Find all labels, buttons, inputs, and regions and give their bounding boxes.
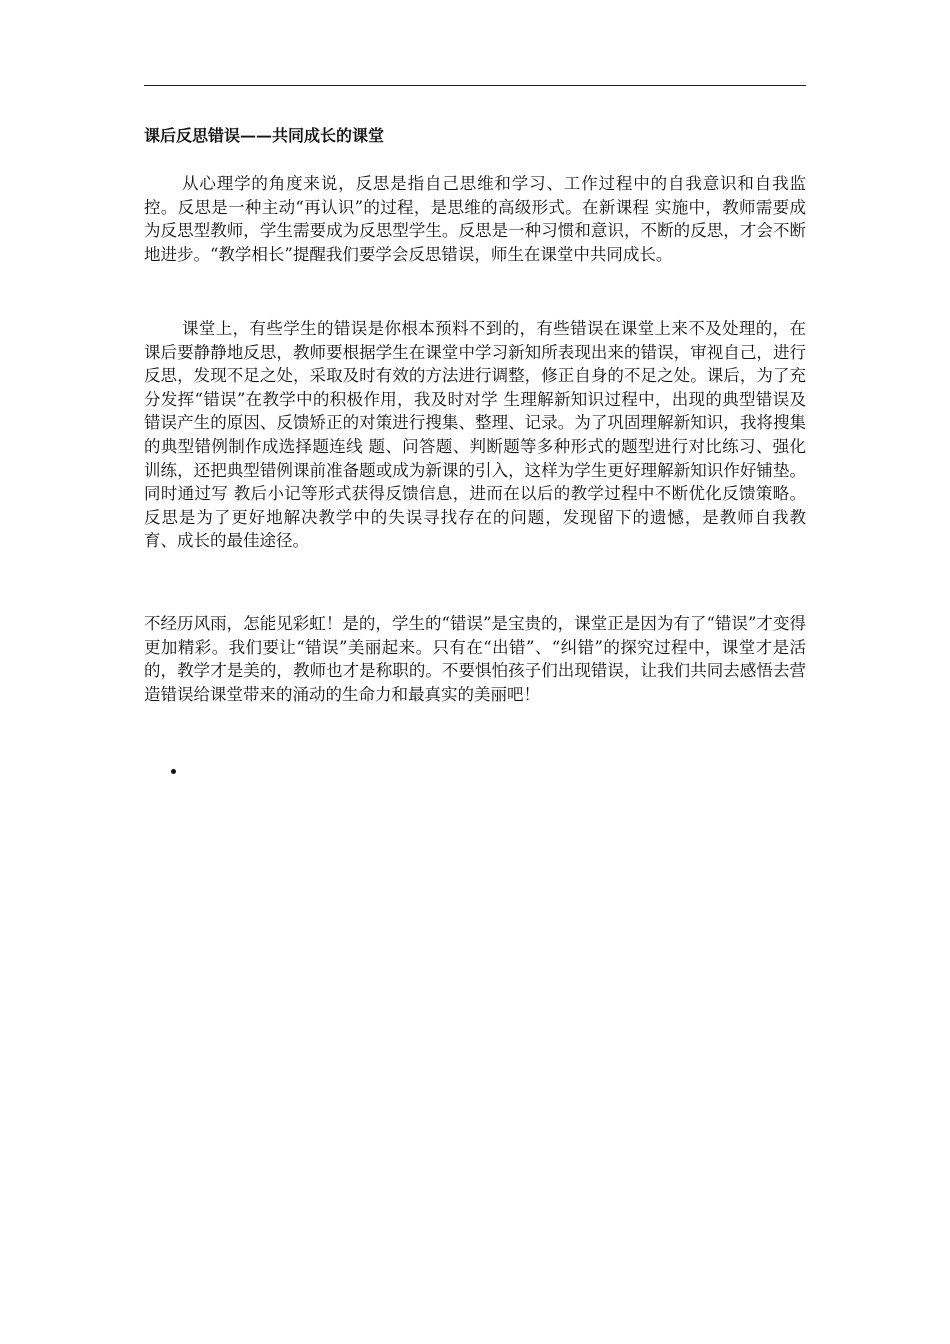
document-title: 课后反思错误——共同成长的课堂 [144, 126, 385, 145]
paragraph-1: 从心理学的角度来说，反思是指自己思维和学习、工作过程中的自我意识和自我监控。反思是一种主动“再认识”的过程，是思维的高级形式。在新课程 实施中，教师需要成为反思型教师，学生需要成为反思型学生。反思是一种习惯和意识，不断的反思，才会不断地进步。“教学相长”提醒我们要学会反思错误，师生在课堂中共同成长。 [144, 174, 806, 264]
bullet-dot-icon [170, 765, 178, 773]
header-rule [144, 85, 806, 86]
paragraph-3: 不经历风雨，怎能见彩虹！是的，学生的“错误”是宝贵的，课堂正是因为有了“错误”才变得更加精彩。我们要让“错误”美丽起来。只有在“出错”、“纠错”的探究过程中，课堂才是活的，教学才是美的，教师也才是称职的。不要惧怕孩子们出现错误，让我们共同去感悟去营造错误给课堂带来的涌动的生命力和最真实的美丽吧！ [144, 614, 806, 704]
paragraph-2: 课堂上，有些学生的错误是你根本预料不到的，有些错误在课堂上来不及处理的，在课后要静静地反思，教师要根据学生在课堂中学习新知所表现出来的错误，审视自己，进行反思，发现不足之处，采取及时有效的方法进行调整，修正自身的不足之处。课后，为了充分发挥“错误”在教学中的积极作用，我及时对学 生理解新知识过程中，出现的典型错误及错误产生的原因、反馈矫正的对策进行搜集、整理、记录。为了巩固理解新知识，我将搜集的典型错例制作成选择题连线 题、问答题、判断题等多种形式的题型进行对比练习、强化训练，还把典型错例课前准备题或成为新课的引入，这样为学生更好理解新知识作好铺垫。同时通过写 教后小记等形式获得反馈信息，进而在以后的教学过程中不断优化反馈策略。反思是为了更好地解决教学中的失误寻找存在的问题，发现留下的遗憾，是教师自我教 育、成长的最佳途径。 [144, 319, 806, 551]
